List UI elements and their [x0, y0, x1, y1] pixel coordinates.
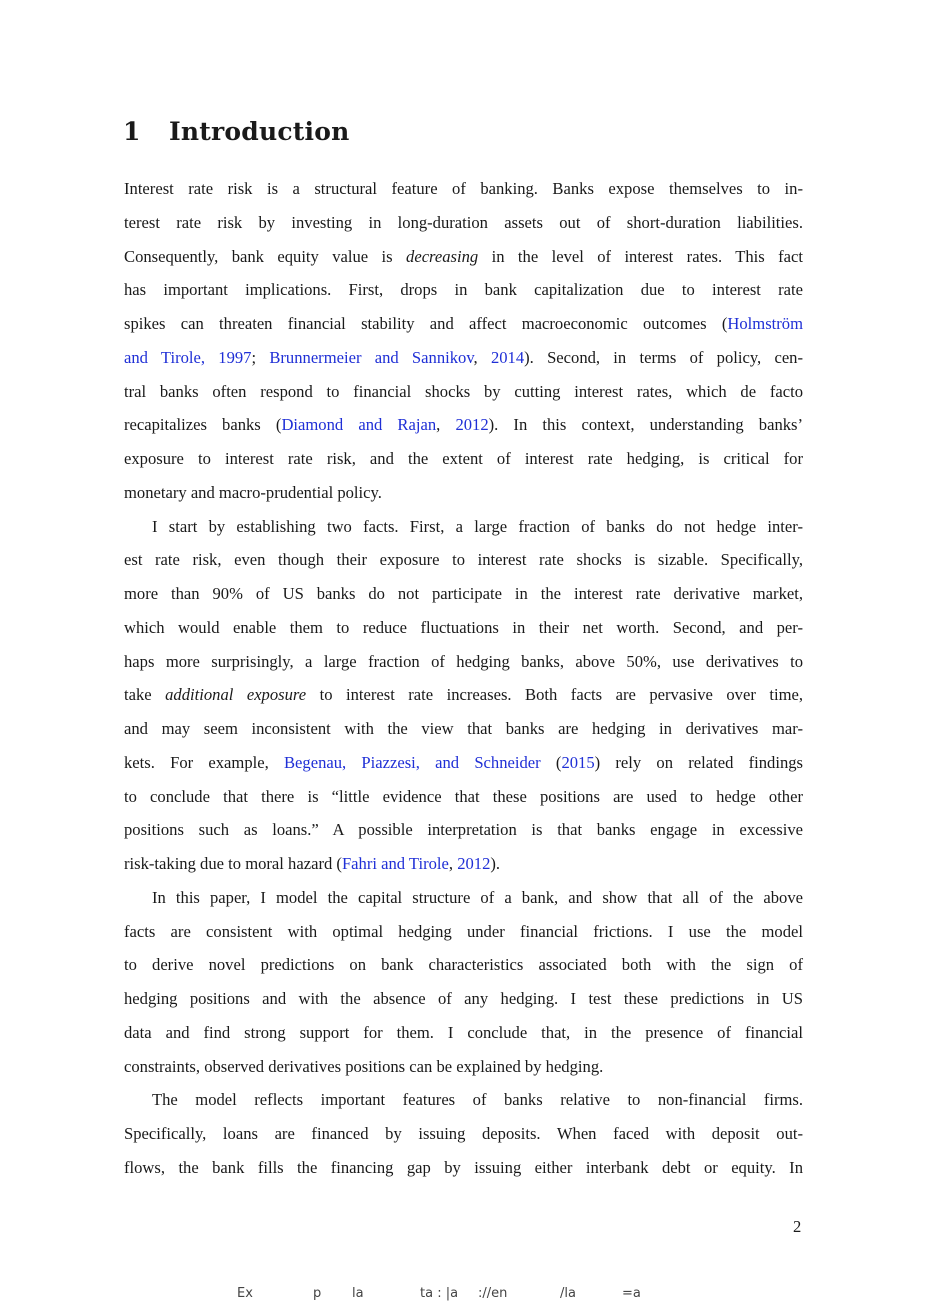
line-text: take [124, 685, 166, 705]
text-line [124, 716, 803, 750]
line-text: to interest rate increases. Both facts are pervasive over time, [306, 685, 803, 705]
text-line [124, 1054, 803, 1088]
line-text: ( [540, 752, 562, 772]
footer-fragment: =a [622, 1286, 641, 1301]
citation-link[interactable]: Fahri and Tirole [341, 854, 449, 873]
line-text: spikes can threaten financial stability and affect macroeconomic outcomes ( [124, 314, 728, 333]
line-text: est rate risk, even though their exposure to interest rate shocks is sizable. Specifically, [124, 550, 803, 570]
line-text: hedging positions and with the absence of any hedging. I test these predictions in US [124, 989, 803, 1008]
line-text: to conclude that there is “little evidence that these positions are used to hedge other [124, 786, 803, 806]
line-text: I start by establishing two facts. First, a large fraction of banks do not hedge inter- [152, 516, 803, 536]
line-text: more than 90% of US banks do not participate in the interest rate derivative market, [124, 584, 803, 603]
line-text: has important implications. First, drops in bank capitalization due to interest rate [124, 280, 803, 300]
text-line [124, 210, 803, 244]
text-line [124, 682, 803, 716]
paragraph [124, 176, 803, 514]
line-text: In this paper, I model the capital structure of a bank, and show that all of the above [152, 887, 803, 907]
line-text: ; [251, 347, 270, 367]
footer-fragment: /la [560, 1286, 576, 1301]
text-line [124, 244, 803, 278]
line-text: tral banks often respond to financial shocks by cutting interest rates, which de facto [124, 381, 803, 401]
line-text: constraints, observed derivatives positions can be explained by hedging. [124, 1056, 604, 1076]
text-line [124, 919, 803, 953]
text-line [124, 176, 803, 210]
text-line [124, 345, 803, 379]
text-line [124, 514, 803, 548]
text-line [124, 615, 803, 649]
footer-fragment: p [313, 1286, 322, 1301]
paragraph [124, 885, 803, 1088]
text-line [124, 784, 803, 818]
line-text: , [473, 347, 491, 367]
footer-fragment: Ex [237, 1286, 253, 1301]
line-text: ). Second, in terms of policy, cen- [524, 347, 804, 367]
text-line [124, 379, 803, 413]
line-text: ). In this context, understanding banks’ [488, 415, 804, 435]
line-text: flows, the bank fills the financing gap by issuing either interbank debt or equity. In [124, 1157, 803, 1177]
line-text: monetary and macro-prudential policy. [124, 482, 382, 502]
section-heading [123, 117, 349, 146]
line-text: facts are consistent with optimal hedging under financial frictions. I use the model [124, 921, 803, 941]
section-title: Introduction [169, 117, 350, 146]
line-text: , [448, 854, 458, 873]
line-text: exposure to interest rate risk, and the extent of interest rate hedging, is critical for [124, 449, 803, 468]
text-line [124, 1087, 803, 1121]
footer-fragment: ta : |a [420, 1286, 459, 1301]
text-line [124, 986, 803, 1020]
citation-link[interactable]: Brunnermeier and Sannikov [269, 347, 474, 367]
emphasis-text: decreasing [406, 246, 479, 266]
text-line [124, 311, 803, 345]
citation-link[interactable]: Diamond and Rajan [281, 415, 437, 435]
text-line [124, 412, 803, 446]
text-line [124, 277, 803, 311]
text-line [124, 885, 803, 919]
citation-link[interactable]: 2012 [457, 854, 491, 873]
line-text: data and find strong support for them. I conclude that, in the presence of financial [124, 1022, 803, 1042]
line-text: ) rely on related findings [594, 752, 803, 772]
text-line [124, 649, 803, 683]
text-line [124, 750, 803, 784]
citation-link[interactable]: Begenau, Piazzesi, and Schneider [283, 752, 541, 772]
paragraph [124, 1087, 803, 1188]
emphasis-text: additional exposure [165, 685, 307, 705]
text-line [124, 1155, 803, 1189]
text-line [124, 952, 803, 986]
line-text: kets. For example, [124, 752, 284, 772]
text-line [124, 581, 803, 615]
text-line [124, 446, 803, 480]
line-text: The model reflects important features of banks relative to non-financial firms. [152, 1090, 803, 1110]
line-text: terest rate risk by investing in long-duration assets out of short-duration liabilities. [124, 212, 803, 232]
line-text: which would enable them to reduce fluctuations in their net worth. Second, and per- [124, 617, 803, 637]
citation-link[interactable]: 2014 [490, 347, 525, 367]
line-text: recapitalizes banks ( [124, 415, 282, 435]
citation-link[interactable]: 2012 [455, 415, 489, 435]
line-text: Consequently, bank equity value is [124, 246, 407, 266]
line-text: in the level of interest rates. This fact [478, 246, 803, 266]
line-text: Interest rate risk is a structural feature of banking. Banks expose themselves to in- [124, 179, 803, 198]
citation-link[interactable]: and Tirole, 1997 [124, 347, 252, 367]
line-text: ). [490, 854, 501, 873]
text-line [124, 817, 803, 851]
body-text [124, 176, 803, 1189]
text-line [124, 1020, 803, 1054]
page-number: 2 [793, 1217, 802, 1236]
line-text: risk-taking due to moral hazard ( [124, 854, 342, 873]
paragraph [124, 514, 803, 885]
text-line [124, 851, 803, 885]
line-text: haps more surprisingly, a large fraction of hedging banks, above 50%, use derivatives to [124, 651, 803, 671]
line-text: to derive novel predictions on bank characteristics associated both with the sign of [124, 955, 803, 975]
line-text: positions such as loans.” A possible interpretation is that banks engage in excessive [124, 820, 803, 840]
text-line [124, 547, 803, 581]
footer-fragment: la [352, 1286, 364, 1301]
text-line [124, 480, 803, 514]
text-line [124, 1121, 803, 1155]
footer-garbled-text [0, 1286, 925, 1306]
section-number: 1 [123, 117, 141, 146]
line-text: , [436, 415, 456, 435]
line-text: and may seem inconsistent with the view that banks are hedging in derivatives mar- [124, 719, 803, 738]
citation-link[interactable]: Holmström [727, 314, 803, 333]
footer-fragment: ://en [478, 1286, 508, 1301]
citation-link[interactable]: 2015 [561, 752, 595, 772]
line-text: Specifically, loans are financed by issuing deposits. When faced with deposit out- [124, 1124, 803, 1143]
